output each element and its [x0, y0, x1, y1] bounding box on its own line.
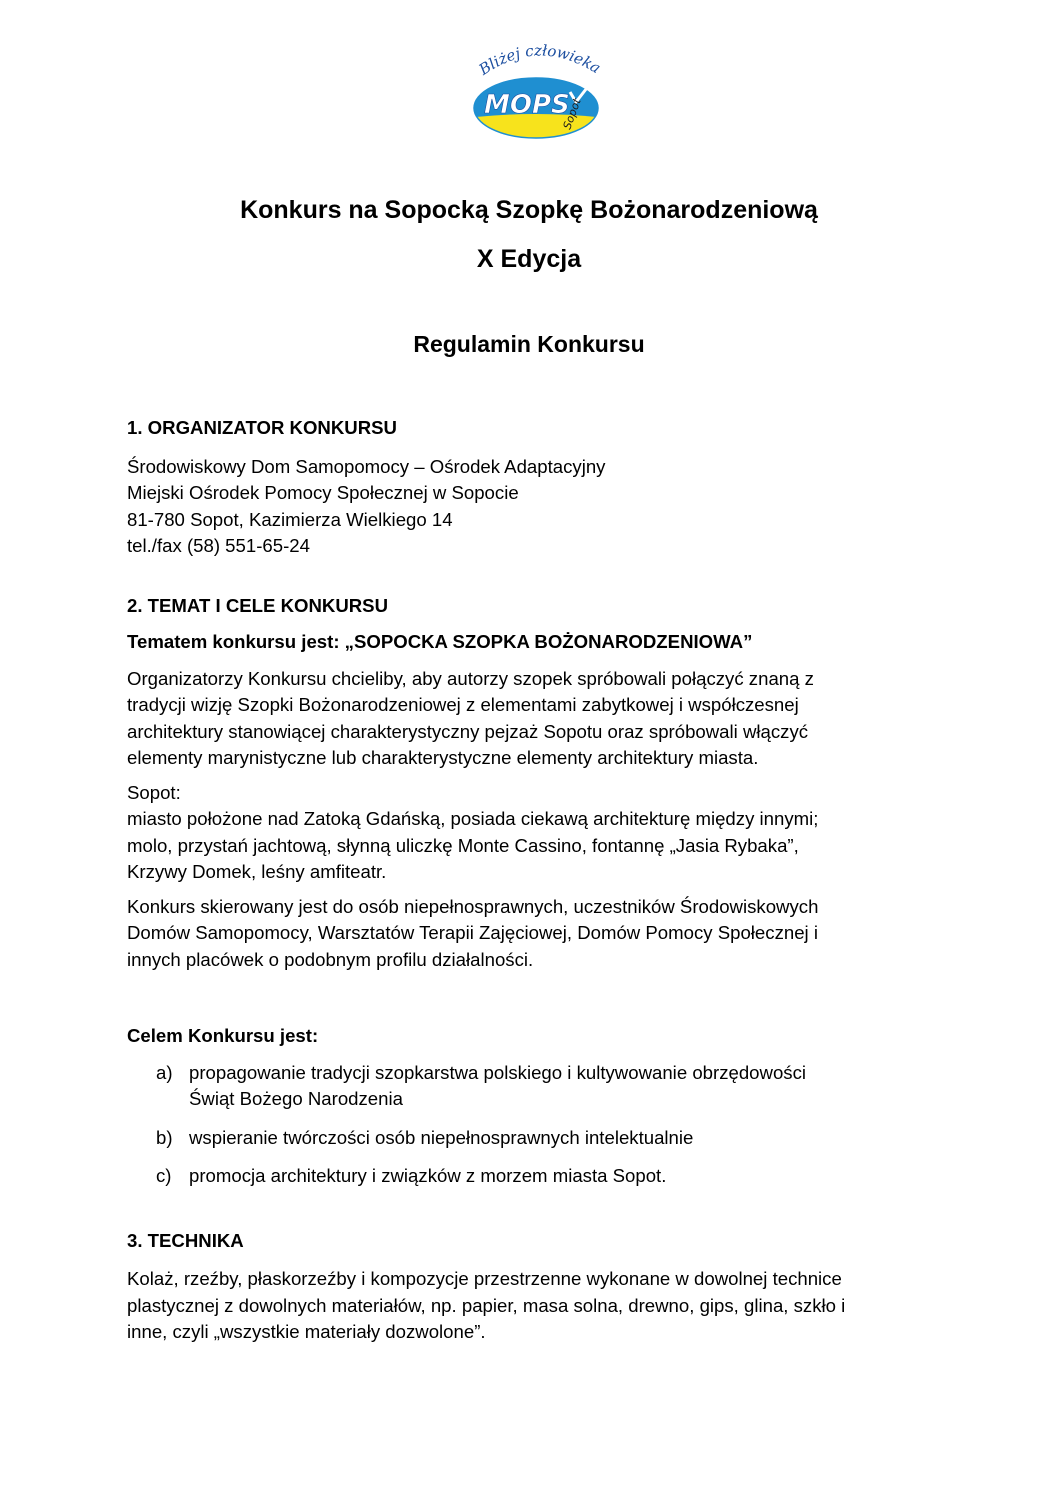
- section-2-heading: 2. TEMAT I CELE KONKURSU: [127, 594, 389, 616]
- paragraph-line: Krzywy Domek, leśny amfiteatr.: [127, 861, 387, 882]
- paragraph-line: Organizatorzy Konkursu chcieliby, aby autorzy szopek spróbowali połączyć znaną z: [127, 667, 814, 689]
- paragraph-line: miasto położone nad Zatoką Gdańską, posiada ciekawą architekturę między innymi;: [127, 808, 819, 829]
- paragraph-sopot: [127, 780, 947, 886]
- list-item-line: wspieranie twórczości osób niepełnosprawnych intelektualnie: [189, 1126, 694, 1148]
- paragraph-line: innych placówek o podobnym profilu działalności.: [127, 948, 534, 970]
- list-marker: b): [156, 1126, 173, 1148]
- list-item: [127, 1125, 947, 1152]
- document-body: [127, 415, 947, 1346]
- paragraph-line: Kolaż, rzeźby, płaskorzeźby i kompozycje przestrzenne wykonane w dowolnej technice: [127, 1268, 842, 1289]
- logo-brand-text: MOPS: [484, 90, 570, 120]
- paragraph-line: Sopot:: [127, 781, 181, 803]
- paragraph-audience: [127, 894, 947, 974]
- section-3-heading: 3. TECHNIKA: [127, 1229, 244, 1251]
- list-marker: a): [156, 1061, 173, 1083]
- organizer-line: tel./fax (58) 551-65-24: [127, 535, 310, 556]
- paragraph-line: plastycznej z dowolnych materiałów, np. papier, masa solna, drewno, gips, glina, szkło i: [127, 1294, 846, 1316]
- paragraph-line: tradycji wizję Szopki Bożonarodzeniowej z elementami zabytkowej i współczesnej: [127, 694, 799, 715]
- document-title-line-2: X Edycja: [476, 245, 582, 273]
- organizer-line: Miejski Ośrodek Pomocy Społecznej w Sopocie: [127, 482, 519, 503]
- paragraph-line: Konkurs skierowany jest do osób niepełnosprawnych, uczestników Środowiskowych: [127, 895, 819, 917]
- list-marker: c): [156, 1165, 172, 1186]
- section-2-subheading: Tematem konkursu jest: „SOPOCKA SZOPKA BOŻONARODZENIOWA”: [127, 631, 753, 652]
- logo-arc-text: Bliżej człowieka: [475, 41, 604, 79]
- paragraph-line: elementy marynistyczne lub charakterystyczne elementy architektury miasta.: [127, 747, 759, 768]
- organizer-line: 81-780 Sopot, Kazimierza Wielkiego 14: [127, 508, 453, 530]
- organizer-line: Środowiskowy Dom Samopomocy – Ośrodek Adaptacyjny: [127, 455, 606, 477]
- document-title-line-1: Konkurs na Sopocką Szopkę Bożonarodzeniową: [240, 196, 818, 224]
- list-item: [127, 1060, 947, 1113]
- organizer-address: [127, 454, 947, 560]
- list-item-line: propagowanie tradycji szopkarstwa polskiego i kultywowanie obrzędowości: [189, 1061, 807, 1083]
- section-1-heading: 1. ORGANIZATOR KONKURSU: [127, 417, 397, 438]
- list-item: [127, 1163, 947, 1190]
- list-item-line: Świąt Bożego Narodzenia: [189, 1088, 403, 1109]
- list-item-line: promocja architektury i związków z morzem miasta Sopot.: [189, 1165, 667, 1186]
- mops-sopot-logo: [466, 40, 606, 140]
- paragraph-line: molo, przystań jachtową, słynną uliczkę Monte Cassino, fontannę „Jasia Rybaka”,: [127, 834, 799, 856]
- document-subtitle: Regulamin Konkursu: [413, 331, 645, 357]
- goals-heading: Celem Konkursu jest:: [127, 1025, 319, 1046]
- logo-city-text: Sopot: [560, 96, 584, 132]
- goals-list: [127, 1060, 947, 1190]
- paragraph-line: Domów Samopomocy, Warsztatów Terapii Zajęciowej, Domów Pomocy Społecznej i: [127, 922, 818, 943]
- paragraph-intent: [127, 666, 947, 772]
- paragraph-line: inne, czyli „wszystkie materiały dozwolone”.: [127, 1321, 486, 1342]
- paragraph-line: architektury stanowiącej charakterystyczny pejzaż Sopotu oraz spróbowali włączyć: [127, 720, 809, 742]
- paragraph-technique: [127, 1266, 947, 1346]
